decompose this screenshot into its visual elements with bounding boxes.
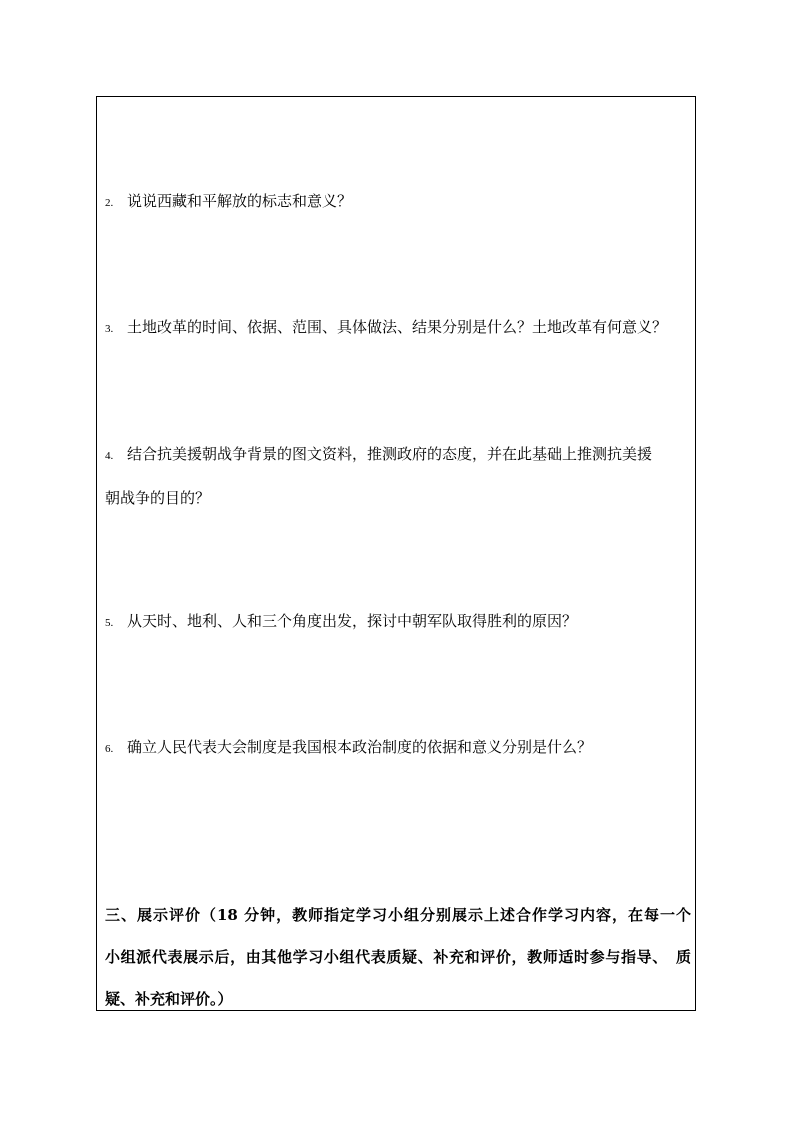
question-4: [105, 433, 691, 519]
question-text: 从天时、地利、人和三个角度出发，探讨中朝军队取得胜利的原因？: [127, 612, 578, 630]
question-text-continued: 朝战争的目的？: [105, 489, 211, 507]
question-number: 4.: [105, 450, 114, 462]
question-text: 结合抗美援朝战争背景的图文资料，推测政府的态度，并在此基础上推测抗美援: [127, 445, 653, 463]
question-5: [105, 600, 691, 644]
section-three-presentation-evaluation: [105, 894, 691, 1020]
question-text: 说说西藏和平解放的标志和意义？: [127, 192, 353, 210]
question-text: 土地改革的时间、依据、范围、具体做法、结果分别是什么？土地改革有何意义？: [127, 318, 668, 336]
section-three-line-2: 小组派代表展示后，由其他学习小组代表质疑、补充和评价，教师适时参与指导、 质: [105, 948, 691, 966]
question-2: [105, 180, 691, 224]
question-number: 3.: [105, 323, 114, 335]
question-number: 6.: [105, 743, 114, 755]
question-6: [105, 726, 691, 770]
question-number: 2.: [105, 197, 114, 209]
question-text: 确立人民代表大会制度是我国根本政治制度的依据和意义分别是什么？: [127, 738, 593, 756]
section-three-line-3: 疑、补充和评价。）: [105, 990, 233, 1008]
question-3: [105, 306, 691, 350]
section-three-line-1: 三、展示评价（18 分钟，教师指定学习小组分别展示上述合作学习内容，在每一个: [105, 906, 691, 924]
worksheet-table-cell: [96, 96, 696, 1011]
question-number: 5.: [105, 617, 114, 629]
